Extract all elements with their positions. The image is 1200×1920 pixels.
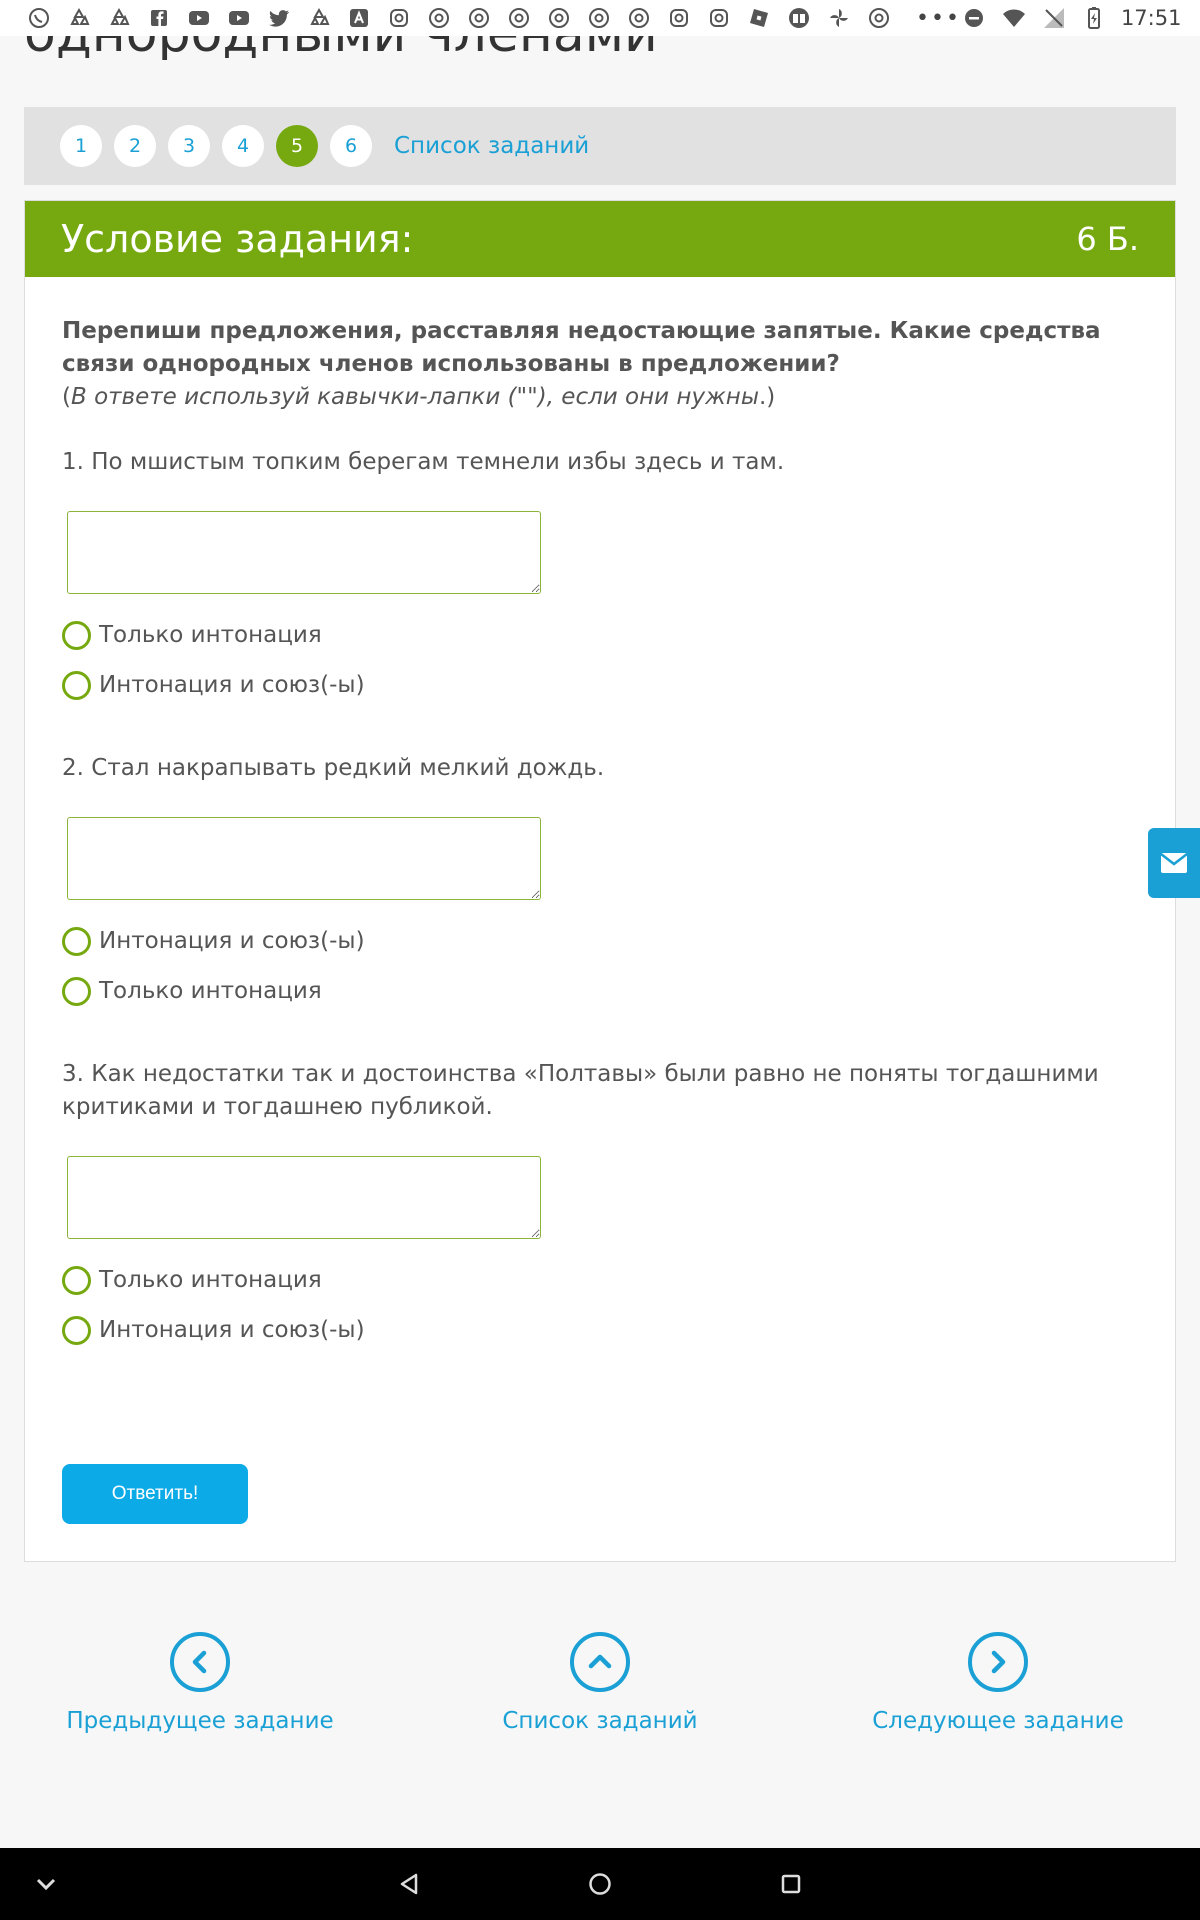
next-task-label[interactable]: Следующее задание [872, 1708, 1124, 1734]
task-instruction: Перепиши предложения, расставляя недостающие запятые. Какие средства связи однородных членов использованы в предложении? [62, 318, 1101, 377]
task-list-bottom-link[interactable] [464, 1632, 736, 1734]
battery-charging-icon [1081, 5, 1107, 31]
book-icon [786, 5, 812, 31]
option-label: Только интонация [99, 978, 322, 1004]
question-text-3: 3. Как недостатки так и достоинства «Полтавы» были равно не поняты тогдашними критиками и тогдашнею публикой. [62, 1061, 1099, 1120]
previous-task-label[interactable]: Предыдущее задание [66, 1708, 334, 1734]
next-task-link[interactable] [862, 1632, 1134, 1734]
task-header [25, 201, 1175, 277]
task-card [24, 200, 1176, 1562]
page-button-6[interactable]: 6 [330, 125, 372, 167]
instagram-icon [666, 5, 692, 31]
pinwheel-icon [826, 5, 852, 31]
overflow-dots: ••• [916, 5, 961, 31]
task-list-bottom-label[interactable]: Список заданий [502, 1708, 698, 1734]
page-button-1[interactable]: 1 [60, 125, 102, 167]
task-header-title: Условие задания: [61, 217, 414, 261]
bottom-navigation [0, 1632, 1200, 1742]
chrome-icon [506, 5, 532, 31]
chrome-icon [866, 5, 892, 31]
options-2 [62, 926, 1138, 1006]
recycle-icon [306, 5, 332, 31]
text-a-icon [346, 5, 372, 31]
task-note [62, 381, 1138, 414]
status-bar [0, 0, 1200, 36]
option-3-1[interactable] [62, 1265, 1138, 1295]
radio-button[interactable] [62, 1266, 91, 1295]
clock: 17:51 [1120, 6, 1182, 30]
chrome-icon [466, 5, 492, 31]
option-1-1[interactable] [62, 620, 1138, 650]
task-list-link[interactable]: Список заданий [394, 133, 590, 159]
radio-button[interactable] [62, 977, 91, 1006]
feedback-tab[interactable] [1148, 828, 1200, 898]
youtube-icon [226, 5, 252, 31]
radio-button[interactable] [62, 927, 91, 956]
back-triangle-icon[interactable] [392, 1866, 428, 1902]
note-close: .) [759, 384, 776, 410]
answer-input-2[interactable] [67, 817, 541, 900]
system-navigation-bar [0, 1848, 1200, 1920]
task-body [25, 277, 1175, 1345]
chrome-icon [426, 5, 452, 31]
radio-button[interactable] [62, 1316, 91, 1345]
wifi-icon [1001, 5, 1027, 31]
recents-square-icon[interactable] [773, 1866, 809, 1902]
note-open: ( [62, 384, 71, 410]
youtube-icon [186, 5, 212, 31]
option-2-1[interactable] [62, 926, 1138, 956]
instagram-icon [386, 5, 412, 31]
page-button-4[interactable]: 4 [222, 125, 264, 167]
option-label: Интонация и союз(-ы) [99, 1317, 365, 1343]
question-block-3 [62, 1058, 1138, 1345]
chevron-up-icon[interactable] [570, 1632, 630, 1692]
whatsapp-icon [26, 5, 52, 31]
chrome-icon [626, 5, 652, 31]
option-label: Интонация и союз(-ы) [99, 672, 365, 698]
facebook-icon [146, 5, 172, 31]
chevron-left-icon[interactable] [170, 1632, 230, 1692]
previous-task-link[interactable] [64, 1632, 336, 1734]
do-not-disturb-icon [961, 5, 987, 31]
question-block-2 [62, 752, 1138, 1006]
option-2-2[interactable] [62, 976, 1138, 1006]
note-italic: В ответе используй кавычки-лапки (""), если они нужны [70, 384, 759, 410]
option-label: Только интонация [99, 622, 322, 648]
instagram-icon [706, 5, 732, 31]
option-label: Только интонация [99, 1267, 322, 1293]
question-text-1: 1. По мшистым топким берегам темнели избы здесь и там. [62, 449, 785, 475]
twitter-icon [266, 5, 292, 31]
question-text-2: 2. Стал накрапывать редкий мелкий дождь. [62, 755, 605, 781]
page-button-2[interactable]: 2 [114, 125, 156, 167]
system-status [961, 5, 1182, 31]
chrome-icon [586, 5, 612, 31]
option-label: Интонация и союз(-ы) [99, 928, 365, 954]
notification-icons [26, 5, 892, 31]
chrome-icon [546, 5, 572, 31]
no-signal-icon [1041, 5, 1067, 31]
page-button-3[interactable]: 3 [168, 125, 210, 167]
radio-button[interactable] [62, 621, 91, 650]
recycle-icon [66, 5, 92, 31]
question-block-1 [62, 446, 1138, 700]
answer-input-3[interactable] [67, 1156, 541, 1239]
roblox-icon [746, 5, 772, 31]
options-1 [62, 620, 1138, 700]
envelope-icon [1160, 852, 1188, 874]
option-1-2[interactable] [62, 670, 1138, 700]
page-button-5-active[interactable]: 5 [276, 125, 318, 167]
option-3-2[interactable] [62, 1315, 1138, 1345]
radio-button[interactable] [62, 671, 91, 700]
task-pagination [24, 107, 1176, 185]
chevron-right-icon[interactable] [968, 1632, 1028, 1692]
options-3 [62, 1265, 1138, 1345]
home-circle-icon[interactable] [582, 1866, 618, 1902]
task-points: 6 Б. [1076, 220, 1139, 258]
recycle-icon [106, 5, 132, 31]
collapse-chevron-icon[interactable] [28, 1866, 64, 1902]
answer-input-1[interactable] [67, 511, 541, 594]
submit-answer-button[interactable]: Ответить! [62, 1464, 248, 1524]
